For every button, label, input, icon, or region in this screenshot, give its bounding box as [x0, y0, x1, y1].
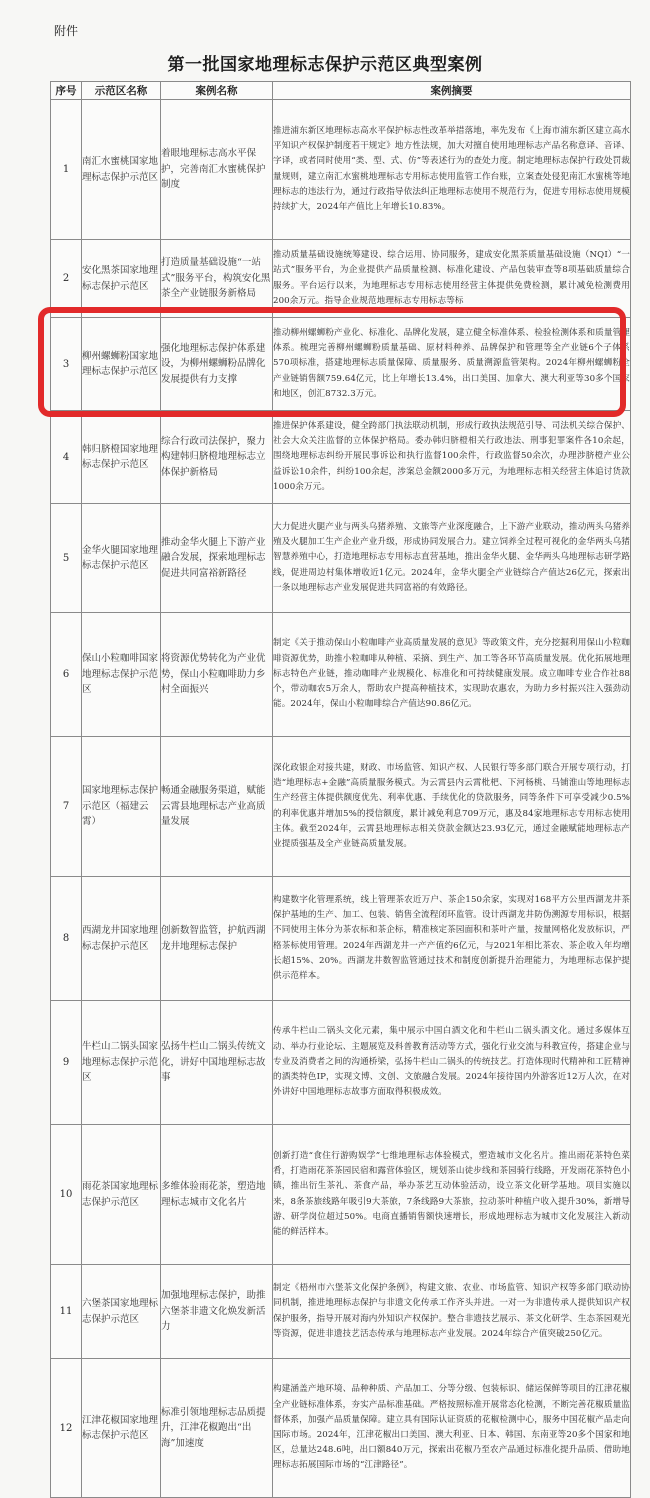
zone-name: 西湖龙井国家地理标志保护示范区 — [82, 877, 161, 1001]
table-row — [51, 100, 631, 240]
case-name: 打造质量基础设施“一站式”服务平台，构筑安化黑茶全产业链服务新格局 — [161, 240, 273, 318]
header-zone: 示范区名称 — [82, 82, 161, 100]
case-name: 综合行政司法保护，聚力构建韩归脐橙地理标志立体保护新格局 — [161, 411, 273, 504]
case-name: 畅通金融服务渠道，赋能云霄县地理标志产业高质量发展 — [161, 737, 273, 877]
case-name: 推动金华火腿上下游产业融合发展，探索地理标志促进共同富裕新路径 — [161, 504, 273, 613]
table-row — [51, 411, 631, 504]
row-number: 4 — [51, 411, 82, 504]
table-row — [51, 504, 631, 613]
case-name: 强化地理标志保护体系建设，为柳州螺蛳粉品牌化发展提供有力支撑 — [161, 318, 273, 411]
table-row — [51, 737, 631, 877]
zone-name: 安化黑茶国家地理标志保护示范区 — [82, 240, 161, 318]
table-row — [51, 613, 631, 737]
table-row — [51, 1359, 631, 1498]
header-case: 案例名称 — [161, 82, 273, 100]
table-header-row — [51, 82, 631, 100]
row-number: 8 — [51, 877, 82, 1001]
table-row — [51, 1265, 631, 1359]
zone-name: 保山小粒咖啡国家地理标志保护示范区 — [82, 613, 161, 737]
row-number: 7 — [51, 737, 82, 877]
case-summary: 推进浦东新区地理标志高水平保护标志性改革举措落地，率先发布《上海市浦东新区建立高水平知识产权保护制度若干规定》地方性法规，加大对擅自使用地理标志产品名称意译、音译、字译，或者同时使用“类、型、式、仿”等表述行为的查处力度。制定地理标志保护行政处罚裁量规则，建立南汇水蜜桃地理标志专用标志使用监管工作台账，立案查处侵犯南汇水蜜桃等地理标志的违法行为，通过行政指导依法纠正地理标志使用不规范行为，促进专用标志使用规模持续扩大，2024年产值比上年增长10.83%。 — [273, 100, 631, 240]
case-name: 弘扬牛栏山二锅头传统文化，讲好中国地理标志故事 — [161, 1001, 273, 1125]
zone-name: 金华火腿国家地理标志保护示范区 — [82, 504, 161, 613]
case-summary: 制定《关于推动保山小粒咖啡产业高质量发展的意见》等政策文件，充分挖掘利用保山小粒咖啡资源优势，助推小粒咖啡从种植、采摘、到生产、加工等各环节高质量发展。优化拓展地理标志特色产业链，推动咖啡产业规模化、标准化和可持续健康发展。成立咖啡专业合作社88个，带动咖农5万余人，帮助农户提高种植技术，实现助农惠农，为助力乡村振兴注入强劲动能。2024年，保山小粒咖啡综合产值达90.86亿元。 — [273, 613, 631, 737]
row-number: 1 — [51, 100, 82, 240]
case-summary: 推动质量基础设施统筹建设、综合运用、协同服务，建成安化黑茶质量基础设施（NQI）“一站式”服务平台，为企业提供产品质量检测、标准化建设、产品包装审查等8项基础质量综合服务。平台运行以来，为地理标志专用标志使用经营主体提供免费检测，累计减免检测费用200余万元。指导企业规范地理标志专用标志等标 — [273, 240, 631, 318]
row-number: 10 — [51, 1125, 82, 1265]
case-summary: 制定《梧州市六堡茶文化保护条例》，构建文旅、农业、市场监管、知识产权等多部门联动协同机制，推进地理标志保护与非遗文化传承工作齐头并进。一对一为非遗传承人提供知识产权保护服务，指导开展对海内外知识产权保护。整合非遗技艺展示、茶文化研学、生态茶园观光等资源，促进非遗技艺活态传承与地理标志产业发展。2024年综合产值突破250亿元。 — [273, 1265, 631, 1359]
case-summary: 构建涵盖产地环境、品种种质、产品加工、分等分级、包装标识、储运保鲜等项目的江津花椒全产业链标准体系，夯实产品标准基础。严格按照标准开展常态化检测，不断完善花椒质量监督体系，加强产品质量保障。建立具有国际认证资质的花椒检测中心，服务中国花椒产品走向国际市场。2024年，江津花椒出口美国、澳大利亚、日本、韩国、东南亚等20多个国家和地区，总量达248.6吨，出口额840万元，探索出花椒乃至农产品通过标准化提升品质、借助地理标志拓展国际市场的“江津路径”。 — [273, 1359, 631, 1498]
case-name: 标准引领地理标志品质提升，江津花椒跑出“出海”加速度 — [161, 1359, 273, 1498]
case-name: 创新数智监管，护航西湖龙井地理标志保护 — [161, 877, 273, 1001]
row-number: 6 — [51, 613, 82, 737]
zone-name: 江津花椒国家地理标志保护示范区 — [82, 1359, 161, 1498]
row-number: 9 — [51, 1001, 82, 1125]
row-number: 5 — [51, 504, 82, 613]
case-summary: 推进保护体系建设，健全跨部门执法联动机制，形成行政执法规范引导、司法机关综合保护、社会大众关注监督的立体保护格局。委办韩归脐橙相关行政违法、刑事犯罪案件各10余起，围绕地理标志纠纷开展民事诉讼和执行监督100余件，行政监督50余次，办理涉脐橙产业公益诉讼10余件，纠纷100余起，涉案总金额2000多万元，为地理标志相关经营主体追讨货款1000余万元。 — [273, 411, 631, 504]
zone-name: 六堡茶国家地理标志保护示范区 — [82, 1265, 161, 1359]
table-row — [51, 877, 631, 1001]
row-number: 11 — [51, 1265, 82, 1359]
case-summary: 传承牛栏山二锅头文化元素，集中展示中国白酒文化和牛栏山二锅头酒文化。通过多媒体互动、举办行业论坛、主题展览及科普教育活动等方式，强化行业交流与科教宣传，搭建企业与专业及消费者之间的沟通桥梁，弘扬牛栏山二锅头的传统技艺。打造体现时代精神和工匠精神的酒类特色IP，实现文博、文创、文旅融合发展。2024年接待国内外游客近12万人次，在对外讲好中国地理标志故事方面取得积极成效。 — [273, 1001, 631, 1125]
table-row — [51, 318, 631, 411]
header-no: 序号 — [51, 82, 82, 100]
row-number: 12 — [51, 1359, 82, 1498]
table-row — [51, 1125, 631, 1265]
row-number: 2 — [51, 240, 82, 318]
case-name: 多维体验雨花茶，塑造地理标志城市文化名片 — [161, 1125, 273, 1265]
case-summary: 深化政银企对接共建，财政、市场监管、知识产权、人民银行等多部门联合开展专项行动，打造“地理标志+金融”高质量服务模式。为云霄县内云霄枇杷、下河杨桃、马铺淮山等地理标志生产经营主体提供额度优先、利率优惠、手续优化的贷款服务，同等条件下可享受减少0.5%的利率优惠并增加5%的授信额度，累计减免利息709万元，惠及84家地理标志专用标志使用主体。截至2024年，云霄县地理标志相关贷款金额达23.93亿元，通过金融赋能地理标志产业提质强基及全产业链高质量发展。 — [273, 737, 631, 877]
case-name: 加强地理标志保护，助推六堡茶非遗文化焕发新活力 — [161, 1265, 273, 1359]
case-summary: 构建数字化管理系统，线上管理茶农近万户、茶企150余家，实现对168平方公里西湖龙井茶保护基地的生产、加工、包装、销售全流程闭环监管。设计西湖龙井防伪溯源专用标识，根据不同使用主体分为茶农标和茶企标，精准核定茶园面积和茶叶产量，按量网格化发放标识，严格茶标使用管理。2024年西湖龙井一产产值约6亿元，与2021年相比茶农、茶企收入年均增长超15%、20%。西湖龙井数智监管通过技术和制度创新提升治理能力，为地理标志保护提供示范样本。 — [273, 877, 631, 1001]
document-title: 第一批国家地理标志保护示范区典型案例 — [167, 55, 483, 75]
zone-name: 牛栏山二锅头国家地理标志保护示范区 — [82, 1001, 161, 1125]
case-summary: 创新打造“食住行游购娱学”七维地理标志体验模式，塑造城市文化名片。推出雨花茶特色菜肴，打造雨花茶茶园民宿和露营体验区，规划茶山徒步线和茶园骑行线路，开发雨花茶特色小镇，推出衍生茶礼、茶食产品，举办茶艺互动体验活动，设立茶文化研学基地。项目实施以来，8条茶旅线路年吸引9大茶旅，7条线路9大茶旅，拉动茶叶种植户收入提升30%，新增导游、研学岗位超过50%。电商直播销售额快速增长，形成地理标志为城市文化发展注入新动能的鲜活样本。 — [273, 1125, 631, 1265]
row-number: 3 — [51, 318, 82, 411]
cases-table — [50, 81, 631, 1498]
case-summary: 推动柳州螺蛳粉产业化、标准化、品牌化发展，建立健全标准体系、检验检测体系和质量管理体系。梳理完善柳州螺蛳粉质量基础、原材料种养、品牌保护和管理等全产业链6个子体系570项标准，搭建地理标志质量保障、质量服务、质量溯源监管架构。2024年柳州螺蛳粉全产业链销售额759.64亿元，比上年增长13.4%，出口美国、加拿大、澳大利亚等30多个国家和地区，创汇8732.3万元。 — [273, 318, 631, 411]
case-name: 着眼地理标志高水平保护，完善南汇水蜜桃保护制度 — [161, 100, 273, 240]
table-row — [51, 1001, 631, 1125]
header-summary: 案例摘要 — [273, 82, 631, 100]
zone-name: 雨花茶国家地理标志保护示范区 — [82, 1125, 161, 1265]
zone-name: 国家地理标志保护示范区（福建云霄） — [82, 737, 161, 877]
case-summary: 大力促进火腿产业与两头乌猪养殖、文旅等产业深度融合，上下游产业联动，推动两头乌猪养殖及火腿加工生产企业产业升级，形成协同发展合力。建立饲养全过程可视化的金华两头乌猪智慧养殖中心，打造地理标志专用标志直营基地，推出金华火腿、金华两头乌地理标志研学路线，促进周边村集体增收近1亿元。2024年，金华火腿全产业链综合产值达26亿元，探索出一条以地理标志产业发展促进共同富裕的有效路径。 — [273, 504, 631, 613]
attachment-label: 附件 — [54, 24, 79, 38]
zone-name: 柳州螺蛳粉国家地理标志保护示范区 — [82, 318, 161, 411]
zone-name: 韩归脐橙国家地理标志保护示范区 — [82, 411, 161, 504]
case-name: 将资源优势转化为产业优势，保山小粒咖啡助力乡村全面振兴 — [161, 613, 273, 737]
zone-name: 南汇水蜜桃国家地理标志保护示范区 — [82, 100, 161, 240]
table-row — [51, 240, 631, 318]
